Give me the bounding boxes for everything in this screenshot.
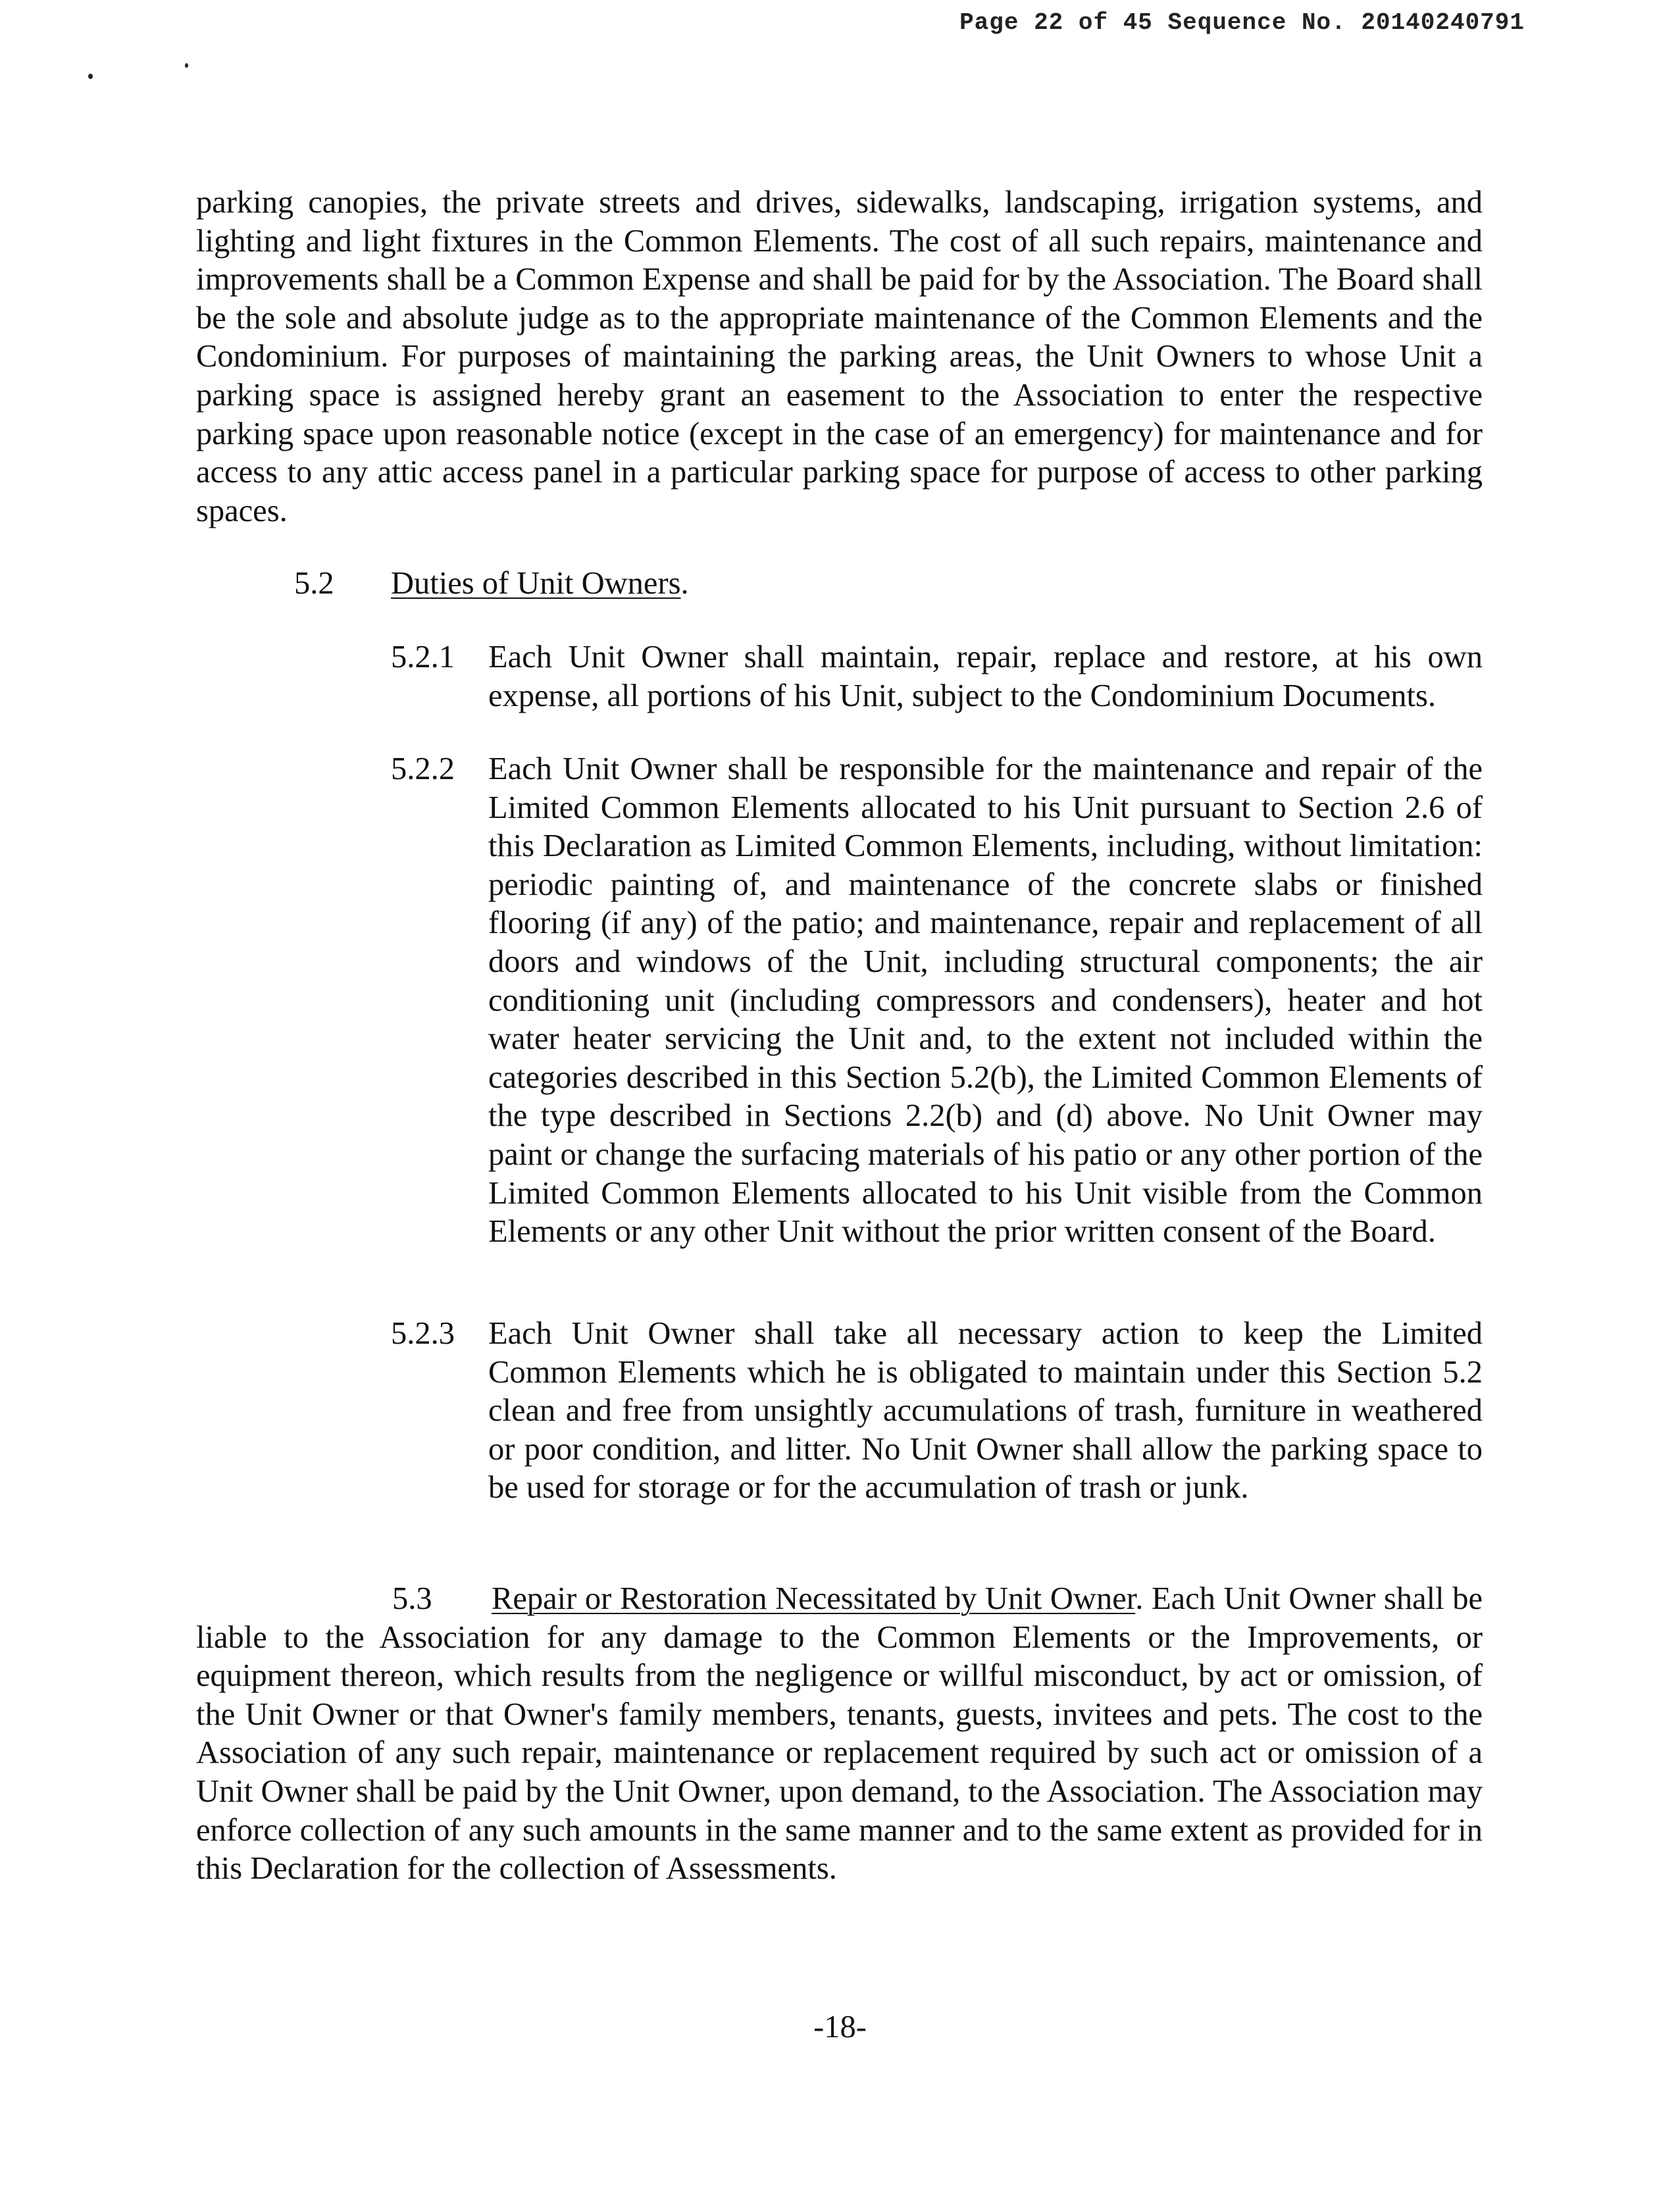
section-number: 5.2 bbox=[294, 566, 334, 601]
section-5-2-2 bbox=[391, 750, 1483, 1252]
section-text: Each Unit Owner shall be responsible for the maintenance and repair of the Limited Common Elements allocated to his Unit pursuant to Section 2.6 of this Declaration as Limited Common Elements, including, without limitation: periodic painting of, and maintenance of the concrete slabs or finished flooring (if any) of the patio; and maintenance, repair and replacement of all doors and windows of the Unit, including structural components; the air conditioning unit (including compressors and condensers), heater and hot water heater servicing the Unit and, to the extent not included within the categories described in this Section 5.2(b), the Limited Common Elements of the type described in Sections 2.2(b) and (d) above. No Unit Owner may paint or change the surfacing materials of his patio or any other portion of the Limited Common Elements allocated to his Unit visible from the Common Elements or any other Unit without the prior written consent of the Board. bbox=[488, 751, 1483, 1250]
section-number: 5.2.1 bbox=[391, 640, 455, 674]
section-title-period: . bbox=[1135, 1581, 1144, 1616]
section-5-2-heading bbox=[294, 565, 689, 603]
section-text: Each Unit Owner shall be liable to the Association for any damage to the Common Elements or the Improvements, or equipment thereon, which results from the negligence or willful misconduct, by act or omission, of the Unit Owner or that Owner's family members, tenants, guests, invitees and pets. The cost to the Association of any such repair, maintenance or replacement required by such act or omission of a Unit Owner shall be paid by the Unit Owner, upon demand, to the Association. The Association may enforce collection of any such amounts in the same manner and to the same extent as provided for in this Declaration for the collection of Assessments. bbox=[196, 1581, 1483, 1887]
section-5-2-3 bbox=[391, 1315, 1483, 1508]
section-title: Repair or Restoration Necessitated by Unit Owner bbox=[492, 1581, 1136, 1616]
section-number: 5.2.2 bbox=[391, 751, 455, 786]
section-text: Each Unit Owner shall maintain, repair, replace and restore, at his own expense, all portions of his Unit, subject to the Condominium Documents. bbox=[488, 640, 1483, 713]
page-sequence-header: Page 22 of 45 Sequence No. 20140240791 bbox=[959, 9, 1525, 36]
section-title-period: . bbox=[680, 566, 689, 601]
section-text: Each Unit Owner shall take all necessary action to keep the Limited Common Elements which he is obligated to maintain under this Section 5.2 clean and free from unsightly accumulations of trash, furniture in weathered or poor condition, and litter. No Unit Owner shall allow the parking space to be used for storage or for the accumulation of trash or junk. bbox=[488, 1316, 1483, 1506]
section-title: Duties of Unit Owners bbox=[391, 566, 681, 601]
scan-speck bbox=[88, 74, 93, 79]
page-number: -18- bbox=[813, 2010, 867, 2044]
section-5-3 bbox=[196, 1580, 1483, 1889]
paragraph-continuation: parking canopies, the private streets and drives, sidewalks, landscaping, irrigation systems, and lighting and light fixtures in the Common Elements. The cost of all such repairs, maintenance and improvements shall be a Common Expense and shall be paid for by the Association. The Board shall be the sole and absolute judge as to the appropriate maintenance of the Common Elements and the Condominium. For purposes of maintaining the parking areas, the Unit Owners to whose Unit a parking space is assigned hereby grant an easement to the Association to enter the respective parking space upon reasonable notice (except in the case of an emergency) for maintenance and for access to any attic access panel in a particular parking space for purpose of access to other parking spaces. bbox=[196, 185, 1483, 528]
section-number: 5.3 bbox=[392, 1581, 432, 1616]
scan-speck bbox=[185, 63, 188, 68]
section-number: 5.2.3 bbox=[391, 1316, 455, 1351]
section-5-2-1 bbox=[391, 638, 1483, 715]
